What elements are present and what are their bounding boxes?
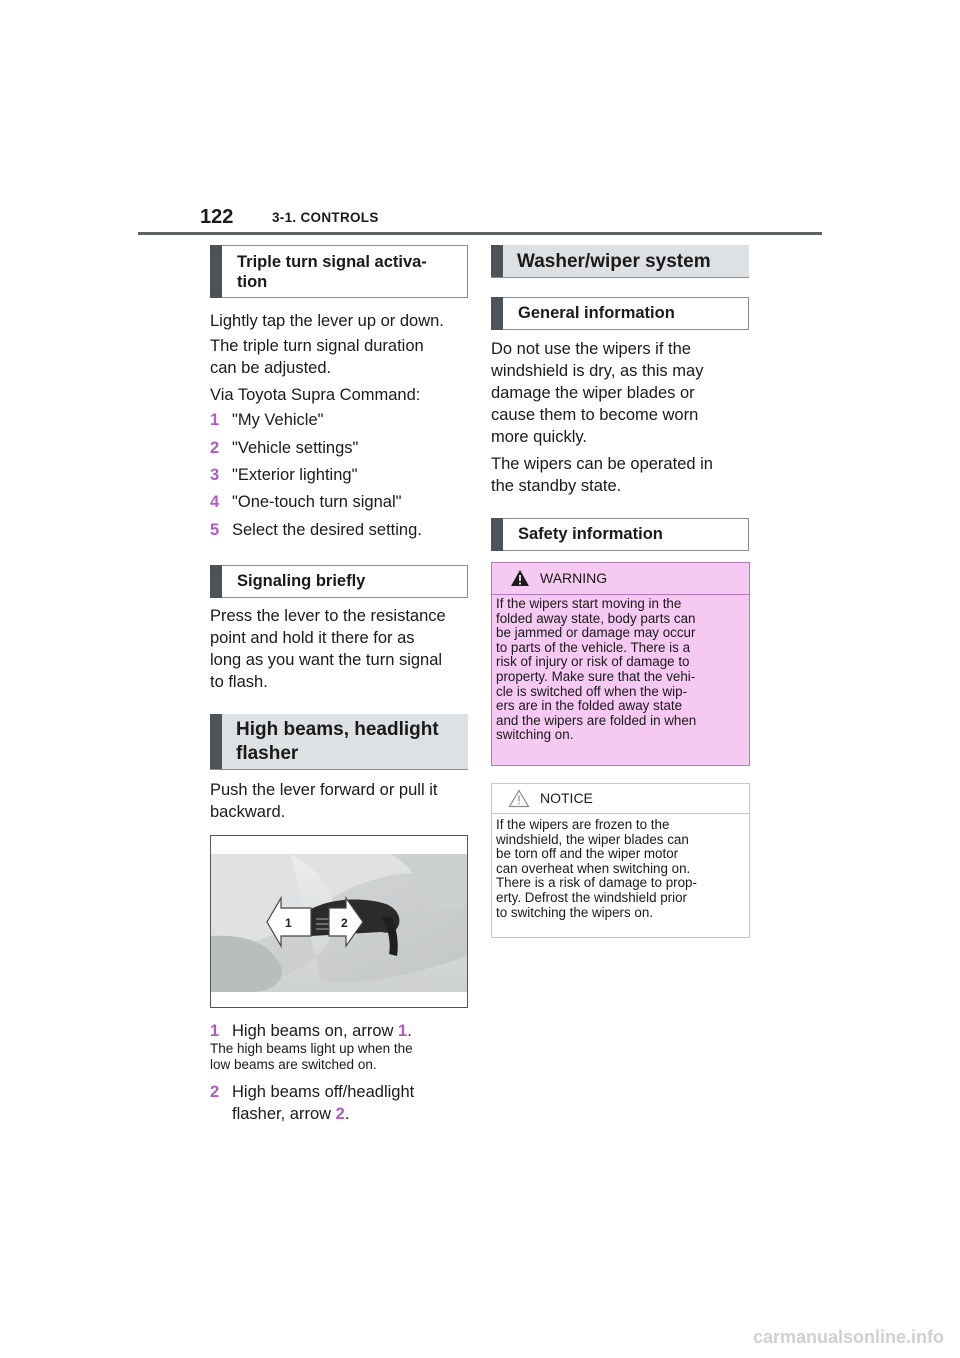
- warning-line: If the wipers start moving in the: [496, 596, 682, 611]
- watermark: carmanualsonline.info: [752, 1327, 944, 1347]
- step-item: [210, 409, 470, 431]
- notice-line: erty. Defrost the windshield prior: [496, 889, 688, 905]
- step-text: "Exterior lighting": [232, 466, 358, 484]
- paragraph-line: cause them to become worn: [491, 406, 699, 424]
- lever-illustration: [210, 835, 468, 1008]
- notice-line: be torn off and the wiper motor: [496, 846, 679, 862]
- paragraph-line: The triple turn signal duration: [210, 337, 424, 355]
- notice-line: There is a risk of damage to prop-: [496, 875, 697, 891]
- warning-triangle-icon: [510, 569, 530, 587]
- step-item: [210, 491, 470, 513]
- heading-line: Triple turn signal activa-: [237, 253, 427, 271]
- item-text: High beams off/headlight: [232, 1083, 415, 1101]
- heading-bar: [210, 565, 222, 598]
- page-number: 122: [200, 206, 234, 228]
- warning-line: folded away state, body parts can: [496, 610, 696, 626]
- warning-line: to parts of the vehicle. There is a: [496, 639, 691, 655]
- step-number: 3: [210, 466, 220, 484]
- step-item: [210, 464, 470, 486]
- item-end: .: [344, 1105, 350, 1123]
- step-number: 1: [210, 411, 220, 429]
- paragraph-line: The wipers can be operated in: [491, 455, 713, 473]
- step-item: [210, 437, 470, 459]
- safety-information-heading: [491, 518, 749, 551]
- heading-bar: [210, 714, 222, 769]
- warning-line: switching on.: [496, 727, 574, 743]
- notice-title: NOTICE: [540, 790, 593, 806]
- notice-line: windshield, the wiper blades can: [496, 831, 689, 847]
- warning-header: [492, 563, 749, 595]
- paragraph: Lightly tap the lever up or down.: [210, 312, 444, 330]
- step-text: "One-touch turn signal": [232, 493, 402, 511]
- note-line: low beams are switched on.: [210, 1057, 377, 1072]
- note-line: The high beams light up when the: [210, 1041, 413, 1056]
- step-text: Select the desired setting.: [232, 521, 422, 539]
- paragraph: Via Toyota Supra Command:: [210, 386, 421, 404]
- paragraph-line: backward.: [210, 803, 286, 821]
- item-number: 1: [210, 1022, 220, 1040]
- numbered-item: [210, 1081, 470, 1103]
- header-rule: [138, 232, 822, 235]
- notice-box: [491, 783, 750, 938]
- heading-bar: [491, 297, 503, 330]
- warning-line: be jammed or damage may occur: [496, 625, 696, 641]
- heading-bar: [491, 245, 503, 277]
- lever-drawing: [211, 836, 467, 1007]
- warning-line: and the wipers are folded in when: [496, 712, 697, 728]
- item-text: flasher, arrow: [232, 1105, 336, 1123]
- warning-text: [496, 597, 743, 743]
- high-beams-heading: [210, 714, 468, 770]
- heading-line: High beams, headlight: [236, 719, 439, 740]
- warning-line: risk of injury or risk of damage to: [496, 654, 690, 670]
- item-text: High beams on, arrow: [232, 1022, 398, 1040]
- paragraph-line: the standby state.: [491, 477, 622, 495]
- heading-text: Signaling briefly: [237, 572, 366, 590]
- numbered-item: [210, 1020, 470, 1042]
- notice-line: If the wipers are frozen to the: [496, 817, 670, 832]
- paragraph-line: to flash.: [210, 673, 268, 691]
- triple-turn-signal-heading: [210, 245, 468, 298]
- paragraph-line: Push the lever forward or pull it: [210, 781, 438, 799]
- heading-text: Washer/wiper system: [517, 251, 711, 272]
- signaling-briefly-heading: [210, 565, 468, 598]
- chapter-title: 3-1. CONTROLS: [272, 210, 379, 225]
- item-number: 2: [210, 1083, 220, 1101]
- paragraph-line: damage the wiper blades or: [491, 384, 695, 402]
- step-text: "My Vehicle": [232, 411, 324, 429]
- paragraph-line: long as you want the turn signal: [210, 651, 443, 669]
- item-end: .: [407, 1022, 412, 1040]
- caution-triangle-icon: [508, 789, 530, 808]
- paragraph-line: Do not use the wipers if the: [491, 340, 691, 358]
- paragraph-line: Press the lever to the resistance: [210, 607, 446, 625]
- warning-box: [491, 562, 750, 766]
- washer-wiper-heading: [491, 245, 749, 278]
- arrow-ref: 2: [335, 1105, 345, 1123]
- warning-line: cle is switched off when the wip-: [496, 683, 688, 699]
- arrow-label-2: 2: [341, 916, 348, 930]
- warning-line: property. Make sure that the vehi-: [496, 668, 696, 684]
- heading-line: tion: [237, 273, 268, 291]
- arrow-ref: 1: [398, 1022, 408, 1040]
- notice-line: can overheat when switching on.: [496, 860, 691, 876]
- notice-line: to switching the wipers on.: [496, 904, 654, 920]
- heading-bar: [210, 245, 222, 298]
- paragraph-line: windshield is dry, as this may: [491, 362, 704, 380]
- paragraph-line: point and hold it there for as: [210, 629, 415, 647]
- step-number: 4: [210, 493, 220, 511]
- numbered-item-cont: [232, 1103, 492, 1125]
- step-item: [210, 519, 470, 541]
- heading-text: Safety information: [518, 525, 663, 543]
- step-number: 5: [210, 521, 220, 539]
- step-number: 2: [210, 439, 220, 457]
- paragraph-line: can be adjusted.: [210, 359, 332, 377]
- heading-text: General information: [518, 304, 675, 322]
- warning-line: ers are in the folded away state: [496, 698, 683, 714]
- heading-bar: [491, 518, 503, 551]
- notice-text: [496, 818, 743, 920]
- paragraph-line: more quickly.: [491, 428, 587, 446]
- heading-line: flasher: [236, 743, 299, 764]
- step-text: "Vehicle settings": [232, 439, 359, 457]
- warning-title: WARNING: [540, 570, 608, 586]
- notice-header: [492, 784, 749, 814]
- general-information-heading: [491, 297, 749, 330]
- arrow-label-1: 1: [285, 916, 292, 930]
